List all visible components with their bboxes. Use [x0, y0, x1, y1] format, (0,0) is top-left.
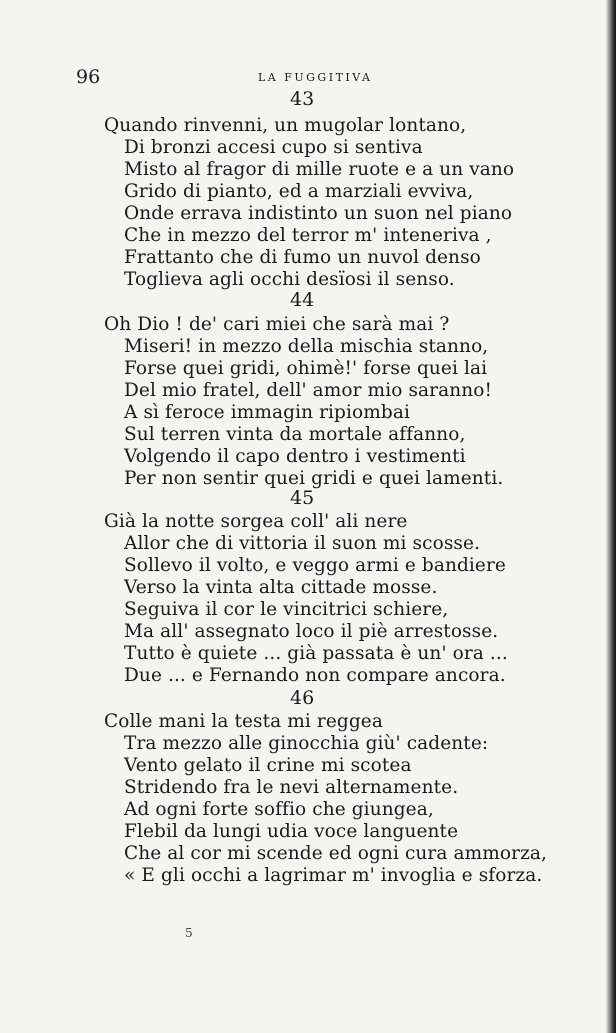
verse-line: Grido di pianto, ed a marziali evviva, — [124, 181, 474, 202]
verse-line: Stridendo fra le nevi alternamente. — [124, 777, 459, 798]
stanza-number: 45 — [290, 487, 315, 509]
verse-line: Sollevo il volto, e veggo armi e bandiere — [124, 555, 506, 576]
verse-line: Che al cor mi scende ed ogni cura ammorza, — [124, 843, 548, 864]
verse-line: Allor che di vittoria il suon mi scosse. — [124, 533, 481, 554]
verse-line: Del mio fratel, dell' amor mio saranno! — [124, 380, 493, 401]
verse-line: Seguiva il cor le vincitrici schiere, — [124, 599, 449, 620]
stanza-number: 43 — [290, 88, 315, 110]
verse-line: Volgendo il capo dentro i vestimenti — [124, 446, 466, 467]
verse-line: « E gli occhi a lagrimar m' invoglia e sforza. — [124, 865, 543, 886]
verse-line: Di bronzi accesi cupo si sentiva — [124, 137, 423, 158]
verse-line: Per non sentir quei gridi e quei lamenti. — [124, 468, 504, 489]
page-number: 96 — [76, 66, 101, 88]
verse-line: Sul terren vinta da mortale affanno, — [124, 424, 466, 445]
verse-line: Misto al fragor di mille ruote e a un vano — [124, 159, 515, 180]
verse-line: Ad ogni forte soffio che giungea, — [124, 799, 434, 820]
stanza-number: 44 — [290, 289, 315, 311]
verse-line: Tra mezzo alle ginocchia giù' cadente: — [124, 733, 489, 754]
verse-line: A sì feroce immagin ripiombai — [124, 402, 410, 423]
verse-line: Due ... e Fernando non compare ancora. — [124, 665, 506, 686]
signature-mark: 5 — [185, 926, 193, 940]
running-title: LA FUGGITIVA — [258, 71, 373, 84]
verse-line: Colle mani la testa mi reggea — [104, 711, 383, 732]
verse-line: Miseri! in mezzo della mischia stanno, — [124, 336, 489, 357]
page-header — [0, 66, 616, 88]
verse-line: Già la notte sorgea coll' ali nere — [104, 511, 408, 532]
stanza-number: 46 — [290, 687, 315, 709]
verse-line: Onde errava indistinto un suon nel piano — [124, 203, 513, 224]
verse-line: Tutto è quiete ... già passata è un' ora ... — [124, 643, 508, 664]
verse-line: Forse quei gridi, ohimè!' forse quei lai — [124, 358, 488, 379]
verse-line: Ma all' assegnato loco il piè arrestosse. — [124, 621, 499, 642]
verse-line: Che in mezzo del terror m' inteneriva , — [124, 225, 492, 246]
verse-line: Vento gelato il crine mi scotea — [124, 755, 412, 776]
verse-line: Toglieva agli occhi desïosi il senso. — [124, 269, 455, 290]
page-edge-shadow — [606, 0, 616, 1033]
verse-line: Flebil da lungi udia voce languente — [124, 821, 459, 842]
verse-line: Quando rinvenni, un mugolar lontano, — [104, 115, 467, 136]
verse-line: Oh Dio ! de' cari miei che sarà mai ? — [104, 314, 450, 335]
verse-line: Verso la vinta alta cittade mosse. — [124, 577, 438, 598]
verse-line: Frattanto che di fumo un nuvol denso — [124, 247, 481, 268]
